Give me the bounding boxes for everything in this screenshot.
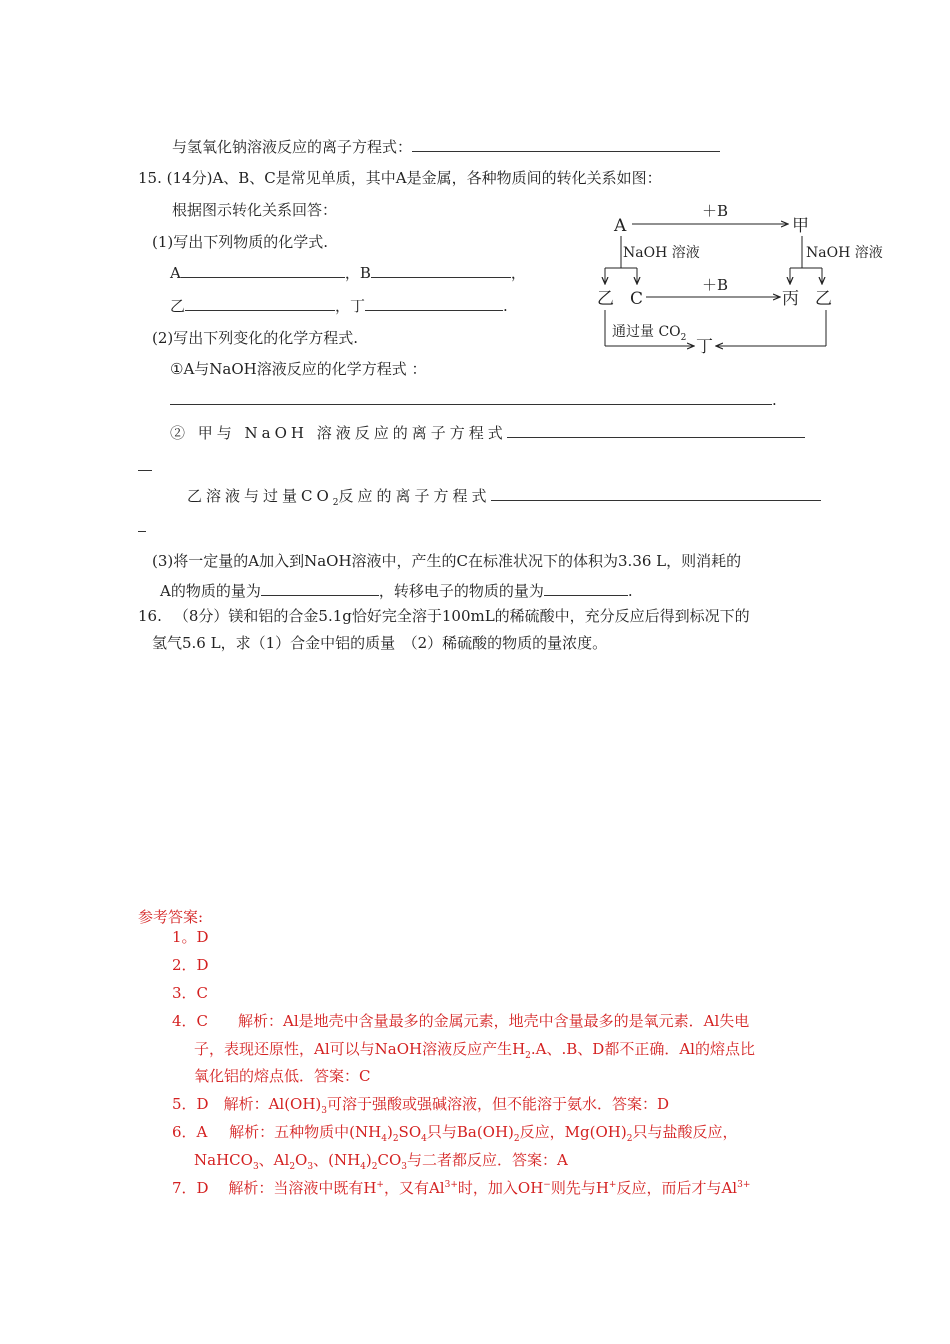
label-b: B xyxy=(359,264,371,282)
blank-eq-3-wrap xyxy=(138,531,146,532)
a7-t4: 则先与H xyxy=(550,1179,609,1197)
label-a: A xyxy=(170,264,181,282)
label-naoh-left: NaOH 溶液 xyxy=(623,245,700,261)
q16-number: 16. xyxy=(138,607,162,625)
answer-2: 2．D xyxy=(172,956,209,974)
q14-answer-blank[interactable] xyxy=(412,137,720,152)
q15-part2-item3 xyxy=(187,486,821,506)
q15-part2: (2)写出下列变化的化学方程式. xyxy=(152,329,359,347)
answer-3: 3．C xyxy=(172,984,209,1002)
blank-b[interactable] xyxy=(371,263,511,278)
part3-text-a: A的物质的量为 xyxy=(160,582,261,600)
blank-eq-1[interactable] xyxy=(170,390,772,405)
node-bing: 丙 xyxy=(782,289,799,309)
item3-text-b: 反应的离子方程式 xyxy=(338,487,491,505)
label-yi: 乙 xyxy=(170,297,186,315)
blank-a[interactable] xyxy=(181,263,345,278)
q15-formula-row-1 xyxy=(170,263,526,283)
a7-s2: 3+ xyxy=(444,1180,458,1190)
node-jia: 甲 xyxy=(792,216,809,236)
a4-text-a: 子，表现还原性，Al可以与NaOH溶液反应产生H xyxy=(194,1040,526,1058)
a6-t1: 6．A 解析：五种物质中(NH xyxy=(172,1123,382,1141)
label-ding: 丁 xyxy=(350,297,366,315)
a6-t4: 只与Ba(OH) xyxy=(426,1123,514,1141)
a6-v5: 2 xyxy=(371,1162,378,1172)
a6-v3: 3 xyxy=(307,1162,314,1172)
a6-t5: 反应，Mg(OH) xyxy=(519,1123,627,1141)
a6-s5: 2 xyxy=(626,1134,633,1144)
label-plus-b-top: ＋B xyxy=(702,202,729,220)
q15-part2-item1: ①A与NaOH溶液反应的化学方程式 ： xyxy=(170,360,427,378)
comma: ， xyxy=(510,264,526,282)
q15-part1: (1)写出下列物质的化学式. xyxy=(152,233,329,251)
q15-part3-line1: (3)将一定量的A加入到NaOH溶液中，产生的C在标准状况下的体积为3.36 L，则消耗的 xyxy=(152,552,742,570)
a4-sub: 2 xyxy=(525,1051,531,1061)
blank-ding[interactable] xyxy=(365,296,503,311)
a4-text-b: .A、.B、D都不正确．Al的熔点比 xyxy=(530,1040,755,1058)
label-co2-text: 通过量 CO xyxy=(612,324,681,340)
a6-v4: 4 xyxy=(360,1162,366,1172)
answers-heading: 参考答案: xyxy=(138,908,204,926)
q16-line1 xyxy=(138,606,750,626)
a6-v6: 3 xyxy=(401,1162,407,1172)
answer-7 xyxy=(172,1178,750,1198)
a6-u4: 、(NH xyxy=(313,1151,361,1169)
a6-u7: 与二者都反应．答案：A xyxy=(407,1151,568,1169)
a6-v2: 2 xyxy=(289,1162,296,1172)
answer-4-line2 xyxy=(194,1039,755,1059)
blank-eq-2[interactable] xyxy=(507,423,805,438)
item2-text: ② 甲与 NaOH 溶液反应的离子方程式 xyxy=(170,424,507,442)
node-ding: 丁 xyxy=(696,337,713,357)
part3-text-c: . xyxy=(627,582,633,600)
a5-text-b: 可溶于强酸或强碱溶液，但不能溶于氨水．答案：D xyxy=(327,1095,670,1113)
answer-1: 1。D xyxy=(172,928,209,946)
a7-s3: − xyxy=(543,1180,551,1190)
a6-u5: ) xyxy=(365,1151,372,1169)
q15-part2-item1-answer xyxy=(170,390,777,410)
q14-tail-text: 与氢氧化钠溶液反应的离子方程式： xyxy=(172,138,413,156)
item3-text-a: 乙溶液与过量CO xyxy=(187,487,333,505)
q14-tail xyxy=(172,137,720,157)
node-c: C xyxy=(630,289,644,309)
label-naoh-right: NaOH 溶液 xyxy=(806,245,883,261)
comma: ， xyxy=(344,264,360,282)
q15-score: (14分) xyxy=(166,169,213,187)
answer-6-line2 xyxy=(194,1150,568,1170)
blank-mol-e[interactable] xyxy=(544,581,628,596)
blank-yi[interactable] xyxy=(185,296,335,311)
node-yi-left: 乙 xyxy=(597,289,614,309)
a7-t2: ，又有Al xyxy=(383,1179,445,1197)
blank-eq-3[interactable] xyxy=(491,486,821,501)
a6-u1: NaHCO xyxy=(194,1151,253,1169)
answer-6-line1 xyxy=(172,1122,737,1142)
a7-t1: 7．D 解析：当溶液中既有H xyxy=(172,1179,377,1197)
node-a: A xyxy=(614,216,627,236)
a7-t5: 反应，而后才与Al xyxy=(616,1179,738,1197)
a6-t2: ) xyxy=(386,1123,393,1141)
blank-mol-a[interactable] xyxy=(261,581,379,596)
answer-4-line3: 氧化铝的熔点低．答案：C xyxy=(194,1067,371,1085)
conversion-diagram xyxy=(590,200,900,360)
label-co2-sub: 2 xyxy=(680,333,687,343)
q15-part3-line2 xyxy=(160,581,633,601)
q15-number: 15. xyxy=(138,169,162,187)
a6-s1: 4 xyxy=(381,1134,387,1144)
q15-stem-text: A、B、C是常见单质，其中A是金属，各种物质间的转化关系如图： xyxy=(212,169,662,187)
a7-t3: 时，加入OH xyxy=(457,1179,544,1197)
a5-text-a: 5．D 解析：Al(OH) xyxy=(172,1095,322,1113)
answer-5 xyxy=(172,1094,669,1114)
a7-s5: 3+ xyxy=(737,1180,751,1190)
item3-sub: 2 xyxy=(332,498,339,508)
a6-s2: 2 xyxy=(392,1134,399,1144)
a6-u3: O xyxy=(295,1151,308,1169)
a6-v1: 3 xyxy=(252,1162,259,1172)
a7-s1: + xyxy=(376,1180,384,1190)
a5-sub: 3 xyxy=(321,1106,328,1116)
a6-u2: 、Al xyxy=(258,1151,290,1169)
a6-t6: 只与盐酸反应， xyxy=(632,1123,738,1141)
q15-stem xyxy=(138,168,662,188)
a6-t3: SO xyxy=(398,1123,422,1141)
label-co2 xyxy=(612,324,686,343)
a7-s4: + xyxy=(608,1180,617,1190)
a6-u6: CO xyxy=(377,1151,402,1169)
blank-eq-2-wrap xyxy=(138,470,152,471)
a6-s4: 2 xyxy=(513,1134,520,1144)
a6-s3: 4 xyxy=(421,1134,427,1144)
answer-4-line1: 4．C 解析：Al是地壳中含量最多的金属元素，地壳中含量最多的是氧元素．Al失电 xyxy=(172,1012,750,1030)
q15-part2-item2 xyxy=(170,423,805,443)
comma: ， xyxy=(335,297,351,315)
part3-text-b: ，转移电子的物质的量为 xyxy=(378,582,544,600)
period: . xyxy=(772,391,777,409)
q16-text-1: （8分）镁和铝的合金5.1g恰好完全溶于100mL的稀硫酸中，充分反应后得到标况下的 xyxy=(173,607,750,625)
q15-hint: 根据图示转化关系回答： xyxy=(172,201,338,219)
q15-formula-row-2 xyxy=(170,296,508,316)
label-plus-b-mid: ＋B xyxy=(702,276,729,294)
node-yi-right: 乙 xyxy=(815,289,832,309)
period: . xyxy=(503,297,508,315)
q16-line2: 氢气5.6 L，求（1）合金中铝的质量 （2）稀硫酸的物质的量浓度。 xyxy=(152,634,608,652)
